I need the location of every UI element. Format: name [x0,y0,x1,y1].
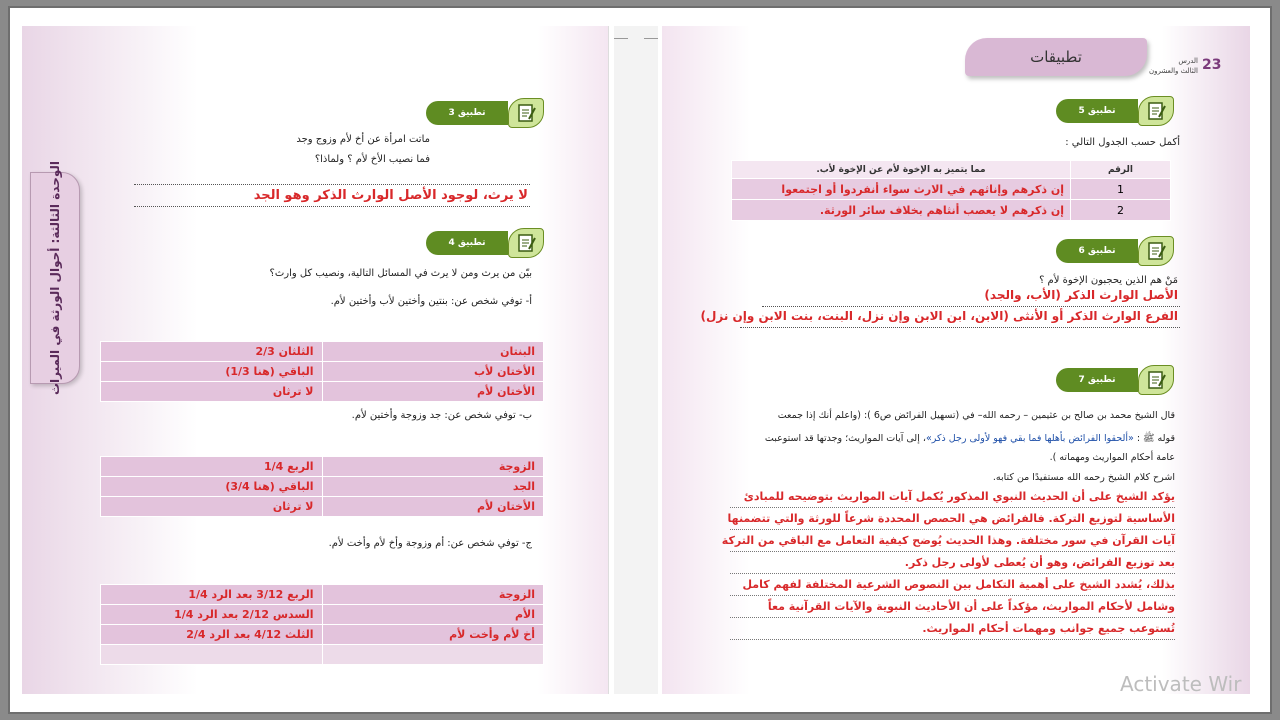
app4-tag: تطبيق 4 [426,231,508,255]
app4-intro: بيّن من يرث ومن لا يرث في المسائل التالية، ونصيب كل وارث؟ [269,268,532,279]
answer-line [134,206,530,207]
answer-line [134,184,530,185]
app4-label [424,228,544,258]
app6-answer1: الأصل الوارث الذكر (الأب، والجد) [984,288,1178,302]
table-cell: البنتان [322,342,544,362]
lesson-line: الثالث والعشرون [1148,67,1198,75]
answer-line-text: يؤكد الشيخ على أن الحديث النبوي المذكور يُكمل آيات المواريث بتوضيحه للمبادئ [730,486,1175,508]
table-row [101,605,544,625]
clipboard-pencil-icon [1138,365,1174,395]
answer-line [740,327,1180,328]
app7-line1: قال الشيخ محمد بن صالح بن عثيمين – رحمه الله– في (تسهيل الفرائض ص6 ): (واعلم أنك إذا جمعت [777,410,1175,421]
table-row [101,645,544,665]
app4-part-c: ج- توفي شخص عن: أم وزوجة وأخ لأم وأخت لأم. [328,538,532,549]
left-page [22,26,609,694]
table-cell: الثلثان 2/3 [101,342,323,362]
app7-label [1054,365,1174,395]
table-c [100,584,544,665]
app3-line2: فما نصيب الأخ لأم ؟ ولماذا؟ [314,154,430,165]
table-cell: الباقي (هنا 3/4) [101,477,323,497]
table-cell: الربع 1/4 [101,457,323,477]
table-row [101,382,544,402]
app6-question: مَنْ هم الذين يحجبون الإخوة لأم ؟ [1039,275,1178,286]
app4-part-a: أ- توفي شخص عن: بنتين وأختين لأب وأختين لأم. [330,296,532,307]
clipboard-pencil-icon [508,228,544,258]
app6-answer2: الفرع الوارث الذكر أو الأنثى (الابن، ابن الابن وإن نزل، البنت، بنت الابن وإن نزل) [700,309,1178,323]
answer-line-text: وشامل لأحكام المواريث، مؤكداً على أن الأحاديث النبوية والآيات القرآنية معاً [730,596,1175,618]
clipboard-pencil-icon [508,98,544,128]
table-header-row [732,161,1171,179]
table-row [101,457,544,477]
table-cell: الأختان لأم [322,497,544,517]
table-cell: الأختان لأب [322,362,544,382]
table-cell: 1 [1071,179,1171,200]
table-cell: لا ترثان [101,382,323,402]
app3-tag: تطبيق 3 [426,101,508,125]
app5-label [1054,96,1174,126]
right-page [662,26,1250,694]
app7-line3: عامة أحكام المواريث ومهماته ). [1049,452,1175,463]
page-gutter [614,26,658,694]
text: ، إلى آيات المواريث؛ وجدتها قد استوعبت [764,433,926,444]
table-cell: لا ترثان [101,497,323,517]
answer-line-text: آيات القرآن في سور مختلفة. وهذا الحديث يُوضح كيفية التعامل مع الباقي من التركة [730,530,1175,552]
table-cell: إن ذكرهم لا يعصب أنثاهم بخلاف سائر الورثة. [732,200,1071,221]
table-cell: الزوجة [322,457,544,477]
table-cell: الثلث 4/12 بعد الرد 2/4 [101,625,323,645]
table-row [101,585,544,605]
app3-line1: ماتت امرأة عن أخ لأم وزوج وجد [296,134,430,145]
table-cell: أخ لأم وأخت لأم [322,625,544,645]
app5-table [731,160,1171,221]
table-cell: 2 [1071,200,1171,221]
table-row [101,625,544,645]
lesson-line: الدرس [1178,57,1198,65]
table-cell [101,645,323,665]
answer-line-text: بذلك، يُشدد الشيخ على أهمية التكامل بين النصوص الشرعية المختلفة لفهم كامل [730,574,1175,596]
app3-answer: لا يرث، لوجود الأصل الوارث الذكر وهو الجد [253,188,528,203]
table-row [732,200,1171,221]
table-cell: الأم [322,605,544,625]
activation-watermark: Activate Wir [1120,672,1242,696]
table-row [101,477,544,497]
text: قوله ﷺ : [1133,433,1175,444]
table-a [100,341,544,402]
table-cell: إن ذكرهم وإناثهم في الارث سواء أنفردوا أو اجتمعوا [732,179,1071,200]
app4-part-b: ب- توفي شخص عن: جد وزوجة وأختين لأم. [351,410,532,421]
table-cell: الزوجة [322,585,544,605]
clipboard-pencil-icon [1138,236,1174,266]
app6-tag: تطبيق 6 [1056,239,1138,263]
table-cell: الجد [322,477,544,497]
unit-side-tab-label: الوحدة الثالثة: أحوال الورثة في الميراث [48,160,62,396]
answer-line-text: بعد توزيع الفرائض، وهو أن يُعطى لأولى رجل ذكر. [730,552,1175,574]
answer-line-text: الأساسية لتوزيع التركة. فالفرائض هي الحصص المحددة شرعاً للورثة والتي تتضمنها [730,508,1175,530]
divider [614,38,628,39]
table-row [732,179,1171,200]
page-title: تطبيقات [965,38,1147,76]
divider [644,38,658,39]
table-row [101,342,544,362]
table-b [100,456,544,517]
lesson-label [1146,56,1198,76]
app7-answer [721,486,1175,640]
app6-label [1054,236,1174,266]
app3-label [424,98,544,128]
table-cell [322,645,544,665]
app7-line4: اشرح كلام الشيخ رحمه الله مستفيدًا من كتابه. [992,472,1175,483]
table-cell: الربع 3/12 بعد الرد 1/4 [101,585,323,605]
app7-tag: تطبيق 7 [1056,368,1138,392]
table-cell: السدس 2/12 بعد الرد 1/4 [101,605,323,625]
app5-instruction: أكمل حسب الجدول التالي : [1065,137,1180,148]
table-row [101,497,544,517]
app7-line2 [735,432,1175,446]
answer-line [762,306,1180,307]
table-row [101,362,544,382]
table-cell: الباقي (هنا 1/3) [101,362,323,382]
answer-line-text: تُستوعب جميع جوانب ومهمات أحكام المواريث. [730,618,1175,640]
table-cell: الأختان لأم [322,382,544,402]
app5-tag: تطبيق 5 [1056,99,1138,123]
page-number: 23 [1202,57,1222,73]
clipboard-pencil-icon [1138,96,1174,126]
column-header: الرقم [1071,161,1171,179]
hadith-quote: «ألحقوا الفرائض بأهلها فما بقي فهو لأولى رجل ذكر» [925,433,1134,444]
unit-side-tab [30,160,80,396]
column-header: مما يتميز به الإخوة لأم عن الإخوة لأب. [732,161,1071,179]
